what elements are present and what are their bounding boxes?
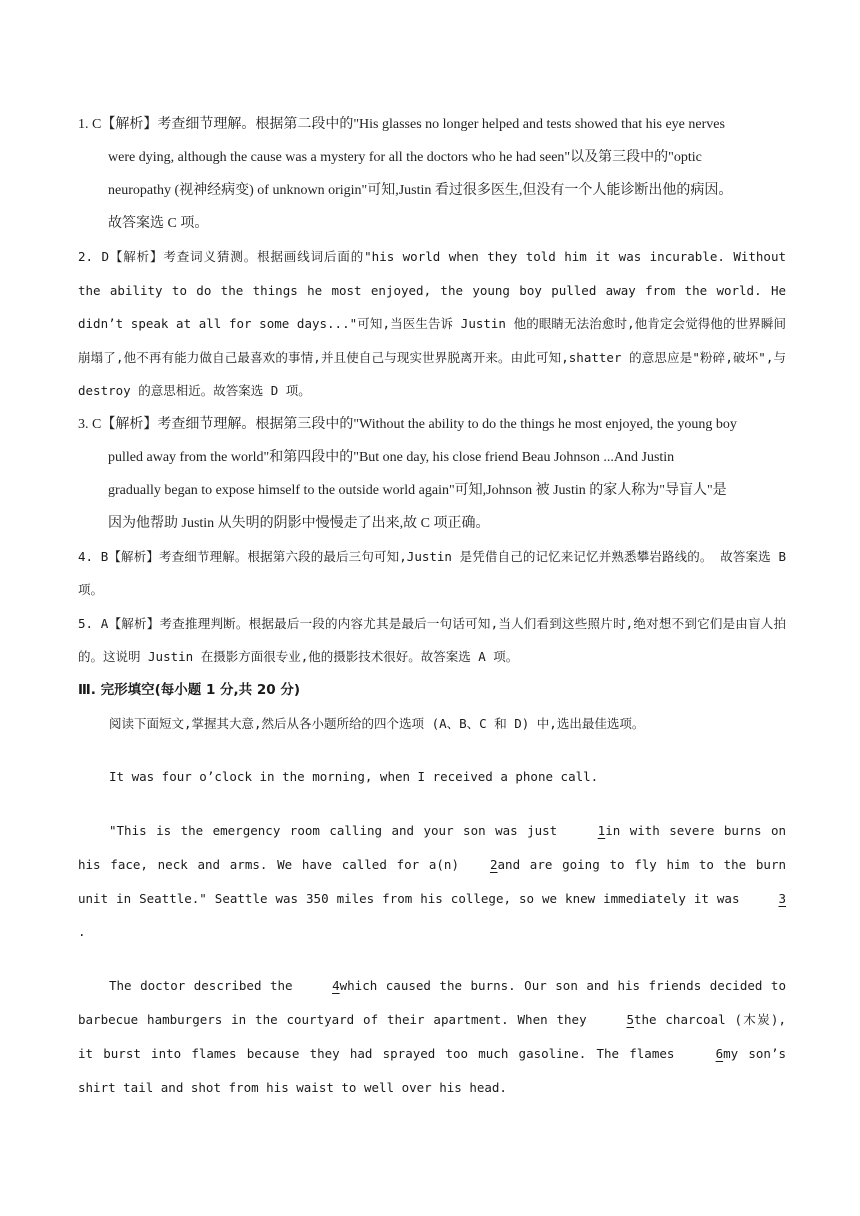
blank-5: 5 <box>626 1012 634 1028</box>
passage-text: the charcoal (木炭), it burst into flames because they had sprayed too much gasoline. The flames <box>78 1012 786 1061</box>
section-instruction: 阅读下面短文,掌握其大意,然后从各小题所给的四个选项 (A、B、C 和 D) 中,选出最佳选项。 <box>109 715 645 731</box>
answer-1-line: 1. C【解析】考查细节理解。根据第二段中的"His glasses no longer helped and tests showed that his eye nerves <box>78 117 725 132</box>
spacer <box>78 740 786 760</box>
answer-1-line: 故答案选 C 项。 <box>108 216 209 231</box>
blank-2: 2 <box>489 856 498 872</box>
answer-3-line: 3. C【解析】考查细节理解。根据第三段中的"Without the ability to do the things he most enjoyed, the young boy <box>78 416 737 432</box>
section-heading: Ⅲ. 完形填空(每小题 1 分,共 20 分) <box>78 681 301 698</box>
blank-4: 4 <box>332 978 340 994</box>
passage-text: and are going to fly him to the burn unit in Seattle." Seattle was 350 miles from his college, so we knew immediately it was <box>78 856 786 906</box>
blank-1: 1 <box>597 823 606 839</box>
document-content <box>78 108 786 1104</box>
passage-text: . <box>78 924 86 940</box>
blank-3: 3 <box>778 890 786 906</box>
spacer <box>78 794 786 814</box>
blank-6: 6 <box>715 1045 724 1061</box>
passage-text: The doctor described the <box>109 978 302 994</box>
passage-paragraph-3 <box>78 969 786 1104</box>
answer-3-line: 因为他帮助 Justin 从失明的阴影中慢慢走了出来,故 C 项正确。 <box>108 515 490 531</box>
answer-3 <box>78 408 786 540</box>
answer-4-text: 4. B【解析】考查细节理解。根据第六段的最后三句可知,Justin 是凭借自己的记忆来记忆并熟悉攀岩路线的。 故答案选 B 项。 <box>78 548 786 597</box>
answer-1-line: neuropathy (视神经病变) of unknown origin"可知,Justin 看过很多医生,但没有一个人能诊断出他的病因。 <box>108 183 733 198</box>
passage-text: in with severe burns on his face, neck and arms. We have called for a(n) <box>78 823 786 872</box>
answer-3-line: gradually began to expose himself to the outside world again"可知,Johnson 被 Justin 的家人称为"导盲人"是 <box>108 482 727 498</box>
answer-4 <box>78 540 786 607</box>
passage-text: "This is the emergency room calling and your son was just <box>109 823 567 839</box>
answer-5 <box>78 607 786 674</box>
passage-paragraph-2 <box>78 814 786 949</box>
passage-text: which caused the burns. Our son and his friends decided to barbecue hamburgers in the courtyard of their apartment. When they <box>78 978 786 1028</box>
passage-text: my son’s shirt tail and shot from his waist to well over his head. <box>78 1045 786 1095</box>
answer-2-text: 2. D【解析】考查词义猜测。根据画线词后面的"his world when they told him it was incurable. Without the ability to do the things he most enjoyed, the young boy pulled away from the world. He didn’t speak at all for some days..."可知,当医生告诉 Justin 他的眼睛无法治愈时,他肯定会觉得他的世界瞬间崩塌了,他不再有能力做自己最喜欢的事情,并且使自己与现实世界脱离开来。由此可知,shatter 的意思应是"粉碎,破坏",与 destroy 的意思相近。故答案选 D 项。 <box>78 249 786 398</box>
passage-paragraph-1: It was four o’clock in the morning, when I received a phone call. <box>109 769 599 785</box>
answer-1 <box>78 108 786 240</box>
answer-2 <box>78 240 786 408</box>
answer-3-line: pulled away from the world"和第四段中的"But one day, his close friend Beau Johnson ...And Justin <box>108 449 675 465</box>
answer-1-line: were dying, although the cause was a mystery for all the doctors who he had seen"以及第三段中的"optic <box>108 150 702 165</box>
answer-5-text: 5. A【解析】考查推理判断。根据最后一段的内容尤其是最后一句话可知,当人们看到这些照片时,绝对想不到它们是由盲人拍的。这说明 Justin 在摄影方面很专业,他的摄影技术很好。故答案选 A 项。 <box>78 615 786 664</box>
spacer <box>78 949 786 969</box>
